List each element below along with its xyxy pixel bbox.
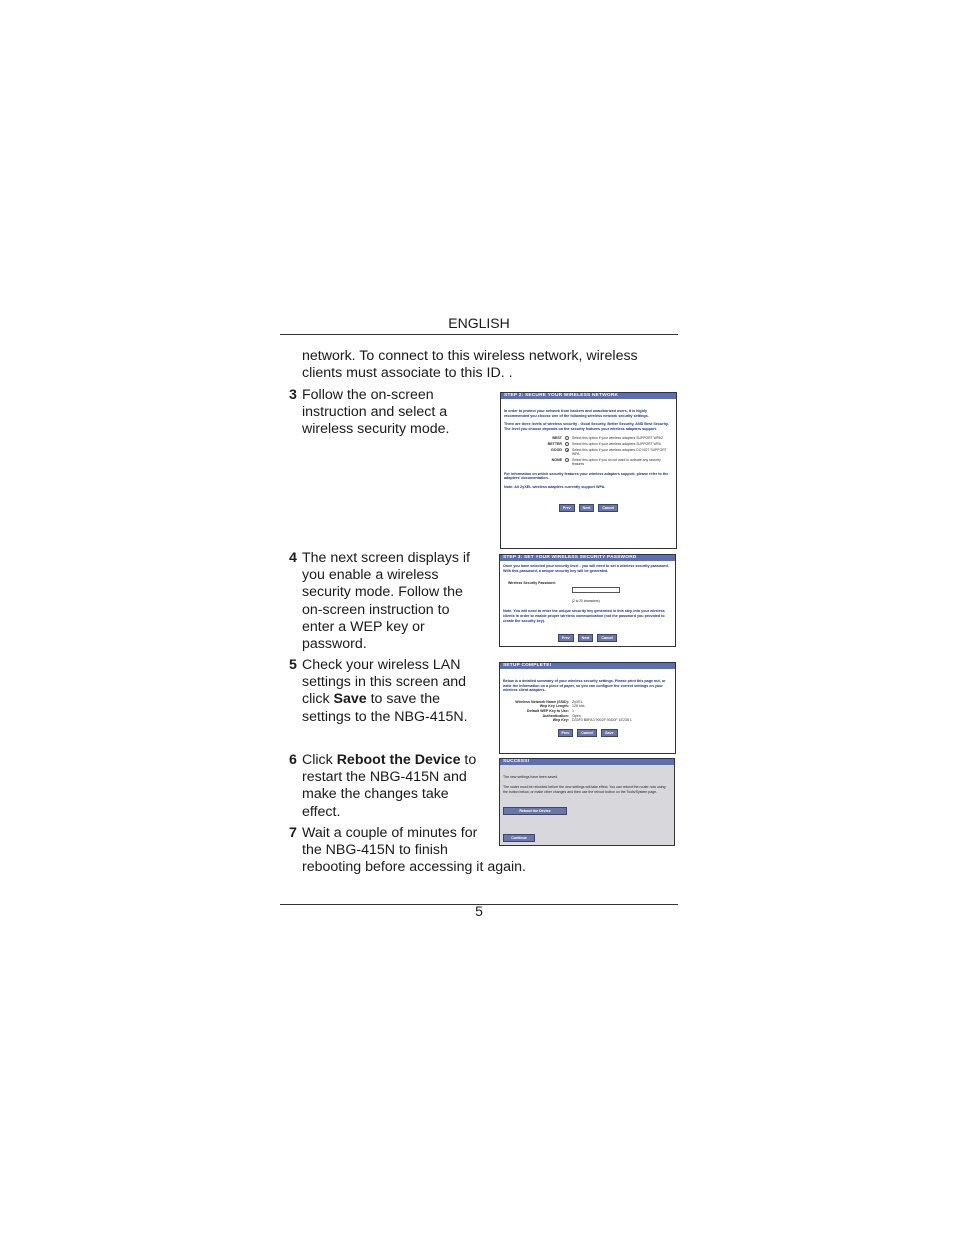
option-label: GOOD	[551, 447, 562, 452]
step-6-line: Click Reboot the Device to	[302, 752, 477, 768]
step-6-text	[302, 752, 492, 821]
screenshot-paragraph: The new settings have been saved.	[503, 775, 559, 779]
password-hint: (2 to 20 characters)	[572, 599, 600, 604]
prev-button[interactable]: Prev	[558, 634, 574, 642]
reboot-device-button[interactable]: Reboot the Device	[503, 807, 567, 815]
step-4-line: security mode. Follow the	[302, 584, 463, 601]
step-6-line: make the changes take	[302, 786, 449, 803]
summary-row: Authentication: Open	[542, 713, 581, 718]
button-row	[500, 629, 675, 647]
prev-button[interactable]: Prev	[558, 729, 574, 737]
option-best[interactable]	[501, 436, 676, 440]
radio-good[interactable]	[565, 448, 569, 452]
radio-best[interactable]	[565, 436, 569, 440]
step-6-line: effect.	[302, 803, 341, 820]
step-7-line: rebooting before accessing it again.	[302, 859, 526, 876]
step-4-line: The next screen displays if	[302, 550, 470, 566]
cancel-button[interactable]: Cancel	[598, 504, 618, 512]
step-3-line: instruction and select a	[302, 404, 448, 421]
step-3-number: 3	[289, 387, 297, 403]
step-6-line: restart the NBG-415N and	[302, 769, 467, 786]
step-5-line: Check your wireless LAN	[302, 657, 461, 673]
top-rule	[280, 334, 678, 335]
next-button[interactable]: Next	[579, 504, 595, 512]
option-desc: Select this option if your wireless adapters SUPPORT WPA2	[572, 436, 663, 441]
summary-row: Wep Key: D33F0 B8FA3 9002F 90D0F 1E238 1	[552, 718, 632, 723]
option-desc: Select this option if you do not want to activate any security features	[572, 457, 661, 466]
option-better[interactable]	[501, 442, 676, 446]
step-5-line: settings in this screen and	[302, 674, 467, 691]
radio-better[interactable]	[565, 442, 569, 446]
screenshot-title: SETUP COMPLETE!	[500, 663, 675, 669]
password-label: Wireless Security Password:	[508, 581, 556, 586]
screenshot-title: STEP 2: SECURE YOUR WIRELESS NETWORK	[501, 393, 676, 399]
screenshot-title: SUCCESS!	[500, 759, 674, 765]
screenshot-paragraph: Below is a detailed summary of your wireless security settings. Please print this page out, or write the information on a piece of paper, so you can configure the correct settings on your wireless client adapters.	[503, 679, 666, 693]
screenshot-paragraph: In order to protect your network from hackers and unauthorized users, it is highly recommended you choose one of the following wireless network security settings.	[504, 409, 649, 418]
radio-none[interactable]	[565, 458, 569, 462]
option-none[interactable]	[501, 458, 676, 466]
button-row	[500, 724, 675, 742]
screenshot-paragraph: Note: You will need to enter the unique security key generated in this step into your wireless clients in order to enable proper wireless communication (not the password you provided to create the security key).	[503, 609, 665, 623]
prev-button[interactable]: Prev	[559, 504, 575, 512]
option-desc: Select this option if your wireless adapters DO NOT SUPPORT WPA	[572, 447, 667, 457]
screenshot-title: STEP 3: SET YOUR WIRELESS SECURITY PASSWORD	[500, 555, 675, 561]
option-label: BETTER	[547, 442, 562, 447]
step-5-number: 5	[289, 657, 297, 673]
option-desc: Select this option if your wireless adapters SUPPORT WPA	[572, 442, 661, 447]
step-5-line: click Save to save the	[302, 691, 441, 708]
cancel-button[interactable]: Cancel	[597, 634, 617, 642]
screenshot-paragraph: There are three levels of wireless security - Good Security, Better Security, AND Best Security. The level you choose depends on the security features your wireless adapters support.	[504, 422, 669, 431]
step-7-line: the NBG-415N to finish	[302, 842, 448, 859]
screenshot-paragraph: Once you have selected your security level - you will need to set a wireless security password. With this password, a unique security key will be generated.	[503, 564, 669, 573]
step-3-text	[302, 387, 492, 439]
summary-row: Default WEP Key to Use: 1	[526, 708, 574, 713]
screenshot-success	[499, 758, 675, 846]
step-7-line: Wait a couple of minutes for	[302, 825, 478, 841]
screenshot-paragraph: The router must be rebooted before the new settings will take effect. You can reboot the router now using the button below, or make other changes and then use the reboot button on the Tools/System page.	[503, 785, 666, 794]
step-5-line: settings to the NBG-415N.	[302, 708, 468, 725]
continue-button[interactable]: Continue	[503, 834, 535, 842]
password-input[interactable]	[572, 587, 620, 593]
save-button[interactable]: Save	[601, 729, 617, 737]
step-3-line: wireless security mode.	[302, 421, 450, 438]
summary-row: Wireless Network Name (SSID): ZyXEL	[515, 699, 583, 704]
step-4-line: enter a WEP key or	[302, 618, 425, 635]
screenshot-security-password	[499, 554, 676, 647]
step-6-number: 6	[289, 752, 297, 768]
step-4-text	[302, 550, 492, 653]
step-5-text	[302, 657, 492, 726]
step-3-line: Follow the on-screen	[302, 387, 434, 403]
screenshot-paragraph: For information on which security features your wireless adapters support, please refer to the adapters' documentation.	[504, 471, 669, 481]
security-options	[501, 436, 676, 465]
option-label: BEST	[552, 436, 562, 441]
button-row	[501, 500, 676, 518]
intro-paragraph: network. To connect to this wireless network, wireless clients must associate to this ID. .	[302, 348, 638, 382]
summary-row: Wep Key Length: 128 bits	[539, 704, 585, 709]
step-4-line: on-screen instruction to	[302, 601, 450, 618]
language-header: ENGLISH	[448, 315, 510, 331]
step-4-line: you enable a wireless	[302, 567, 439, 584]
step-4-number: 4	[289, 550, 297, 566]
next-button[interactable]: Next	[578, 634, 594, 642]
password-row	[500, 581, 675, 603]
step-7-number: 7	[289, 825, 297, 841]
cancel-button[interactable]: Cancel	[577, 729, 597, 737]
option-label: NONE	[551, 457, 562, 462]
step-4-line: password.	[302, 636, 367, 653]
page-number: 5	[475, 903, 483, 919]
screenshot-paragraph: Note: All ZyXEL wireless adapters currently support WPA.	[504, 485, 606, 490]
screenshot-setup-complete	[499, 662, 676, 754]
settings-summary	[500, 700, 675, 723]
screenshot-secure-network	[500, 392, 677, 549]
option-good[interactable]	[501, 448, 676, 456]
